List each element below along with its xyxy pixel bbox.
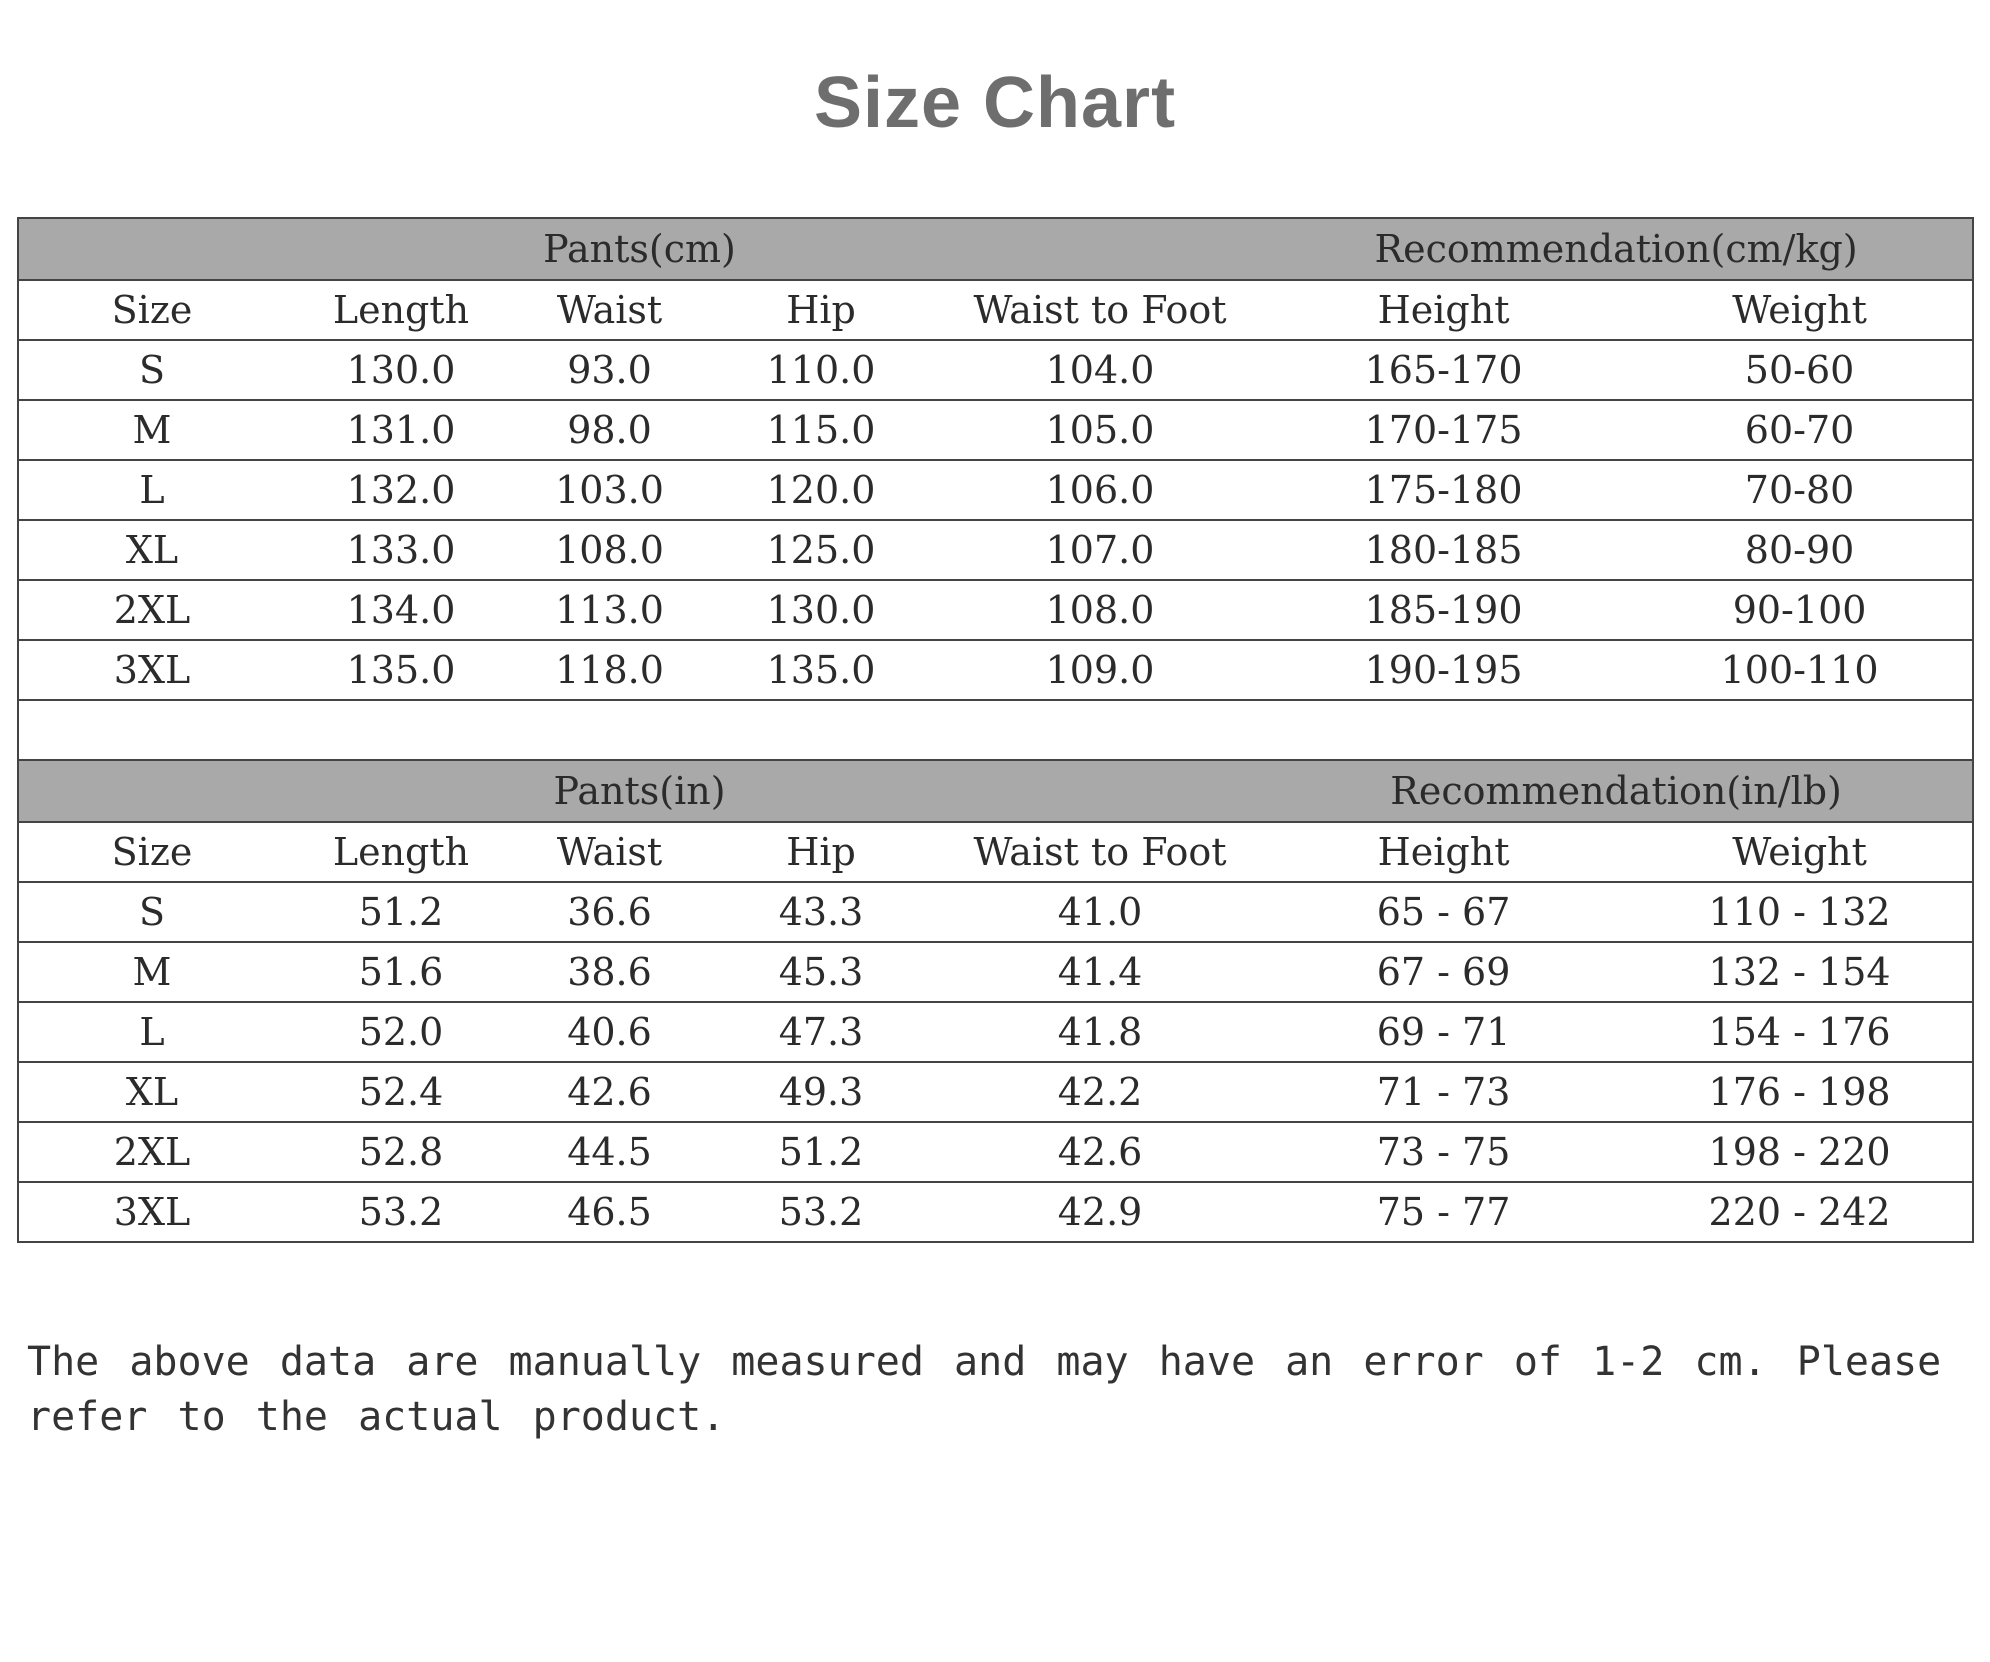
table-cell: 71 - 73 <box>1260 1062 1627 1122</box>
table-cell: 51.2 <box>285 882 517 942</box>
table-cell: 170-175 <box>1260 400 1627 460</box>
table-cell: 80-90 <box>1627 520 1973 580</box>
table-cell: 42.2 <box>940 1062 1260 1122</box>
cm-recommendation-group-label: Recommendation(cm/kg) <box>1260 218 1973 280</box>
cm-pants-group-label: Pants(cm) <box>18 218 1260 280</box>
table-cell: 115.0 <box>702 400 940 460</box>
column-header: Height <box>1260 822 1627 882</box>
table-cell: 2XL <box>18 1122 285 1182</box>
table-row <box>18 580 1973 640</box>
table-cell: 2XL <box>18 580 285 640</box>
table-cell: 198 - 220 <box>1627 1122 1973 1182</box>
table-cell: 130.0 <box>702 580 940 640</box>
table-cell: L <box>18 460 285 520</box>
column-header: Size <box>18 280 285 340</box>
table-cell: 45.3 <box>702 942 940 1002</box>
table-cell: 185-190 <box>1260 580 1627 640</box>
table-cell: 3XL <box>18 1182 285 1242</box>
column-header: Waist to Foot <box>940 280 1260 340</box>
table-cell: 108.0 <box>940 580 1260 640</box>
table-cell: 109.0 <box>940 640 1260 700</box>
cm-column-header-row <box>18 280 1973 340</box>
page-title: Size Chart <box>813 63 1177 143</box>
table-cell: 175-180 <box>1260 460 1627 520</box>
column-header: Weight <box>1627 822 1973 882</box>
table-cell: S <box>18 340 285 400</box>
table-cell: 46.5 <box>517 1182 702 1242</box>
table-cell: 51.2 <box>702 1122 940 1182</box>
size-chart-table <box>17 217 1974 1243</box>
table-cell: 52.0 <box>285 1002 517 1062</box>
table-cell: 53.2 <box>702 1182 940 1242</box>
table-cell: 65 - 67 <box>1260 882 1627 942</box>
table-cell: 220 - 242 <box>1627 1182 1973 1242</box>
table-cell: 42.6 <box>940 1122 1260 1182</box>
table-cell: 98.0 <box>517 400 702 460</box>
column-header: Hip <box>702 280 940 340</box>
table-cell: 52.8 <box>285 1122 517 1182</box>
table-cell: 132 - 154 <box>1627 942 1973 1002</box>
column-header: Weight <box>1627 280 1973 340</box>
disclaimer-note: The above data are manually measured and may have an error of 1-2 cm. Please refer to the actual product. <box>27 1339 1942 1440</box>
table-cell: 132.0 <box>285 460 517 520</box>
table-cell: 41.0 <box>940 882 1260 942</box>
table-cell: 133.0 <box>285 520 517 580</box>
column-header: Waist <box>517 822 702 882</box>
table-row <box>18 1182 1973 1242</box>
table-cell: M <box>18 942 285 1002</box>
table-row <box>18 1122 1973 1182</box>
column-header: Size <box>18 822 285 882</box>
column-header: Length <box>285 822 517 882</box>
spacer-cell <box>18 700 1973 760</box>
table-row <box>18 460 1973 520</box>
column-header: Length <box>285 280 517 340</box>
table-cell: 105.0 <box>940 400 1260 460</box>
table-cell: 36.6 <box>517 882 702 942</box>
table-cell: M <box>18 400 285 460</box>
table-cell: 69 - 71 <box>1260 1002 1627 1062</box>
table-cell: 41.8 <box>940 1002 1260 1062</box>
table-cell: 120.0 <box>702 460 940 520</box>
table-cell: 42.6 <box>517 1062 702 1122</box>
table-cell: 176 - 198 <box>1627 1062 1973 1122</box>
table-cell: 51.6 <box>285 942 517 1002</box>
table-cell: 93.0 <box>517 340 702 400</box>
table-cell: 135.0 <box>285 640 517 700</box>
table-cell: 52.4 <box>285 1062 517 1122</box>
table-cell: XL <box>18 1062 285 1122</box>
table-cell: 3XL <box>18 640 285 700</box>
cm-group-header-row <box>18 218 1973 280</box>
in-pants-group-label: Pants(in) <box>18 760 1260 822</box>
table-row <box>18 882 1973 942</box>
table-row <box>18 1062 1973 1122</box>
table-cell: 38.6 <box>517 942 702 1002</box>
in-column-header-row <box>18 822 1973 882</box>
table-cell: 60-70 <box>1627 400 1973 460</box>
column-header: Waist <box>517 280 702 340</box>
table-row <box>18 400 1973 460</box>
table-cell: 154 - 176 <box>1627 1002 1973 1062</box>
table-cell: 118.0 <box>517 640 702 700</box>
table-row <box>18 340 1973 400</box>
column-header: Hip <box>702 822 940 882</box>
table-cell: 104.0 <box>940 340 1260 400</box>
table-cell: 106.0 <box>940 460 1260 520</box>
table-row <box>18 1002 1973 1062</box>
table-cell: 42.9 <box>940 1182 1260 1242</box>
table-row <box>18 520 1973 580</box>
table-cell: 130.0 <box>285 340 517 400</box>
table-cell: 134.0 <box>285 580 517 640</box>
table-cell: 190-195 <box>1260 640 1627 700</box>
table-cell: 41.4 <box>940 942 1260 1002</box>
table-cell: 47.3 <box>702 1002 940 1062</box>
table-cell: 73 - 75 <box>1260 1122 1627 1182</box>
table-row <box>18 640 1973 700</box>
table-cell: 50-60 <box>1627 340 1973 400</box>
table-cell: 103.0 <box>517 460 702 520</box>
table-cell: 131.0 <box>285 400 517 460</box>
in-recommendation-group-label: Recommendation(in/lb) <box>1260 760 1973 822</box>
table-cell: 43.3 <box>702 882 940 942</box>
table-cell: L <box>18 1002 285 1062</box>
table-cell: S <box>18 882 285 942</box>
table-cell: 100-110 <box>1627 640 1973 700</box>
table-row <box>18 942 1973 1002</box>
table-cell: 165-170 <box>1260 340 1627 400</box>
table-cell: 107.0 <box>940 520 1260 580</box>
table-cell: 75 - 77 <box>1260 1182 1627 1242</box>
table-cell: 40.6 <box>517 1002 702 1062</box>
table-cell: 53.2 <box>285 1182 517 1242</box>
table-cell: 70-80 <box>1627 460 1973 520</box>
table-cell: 49.3 <box>702 1062 940 1122</box>
table-cell: 110 - 132 <box>1627 882 1973 942</box>
table-cell: 44.5 <box>517 1122 702 1182</box>
table-cell: 135.0 <box>702 640 940 700</box>
column-header: Height <box>1260 280 1627 340</box>
table-cell: 108.0 <box>517 520 702 580</box>
table-cell: XL <box>18 520 285 580</box>
table-cell: 90-100 <box>1627 580 1973 640</box>
table-cell: 125.0 <box>702 520 940 580</box>
table-cell: 113.0 <box>517 580 702 640</box>
table-cell: 67 - 69 <box>1260 942 1627 1002</box>
table-cell: 180-185 <box>1260 520 1627 580</box>
in-group-header-row <box>18 760 1973 822</box>
column-header: Waist to Foot <box>940 822 1260 882</box>
spacer-row <box>18 700 1973 760</box>
table-cell: 110.0 <box>702 340 940 400</box>
